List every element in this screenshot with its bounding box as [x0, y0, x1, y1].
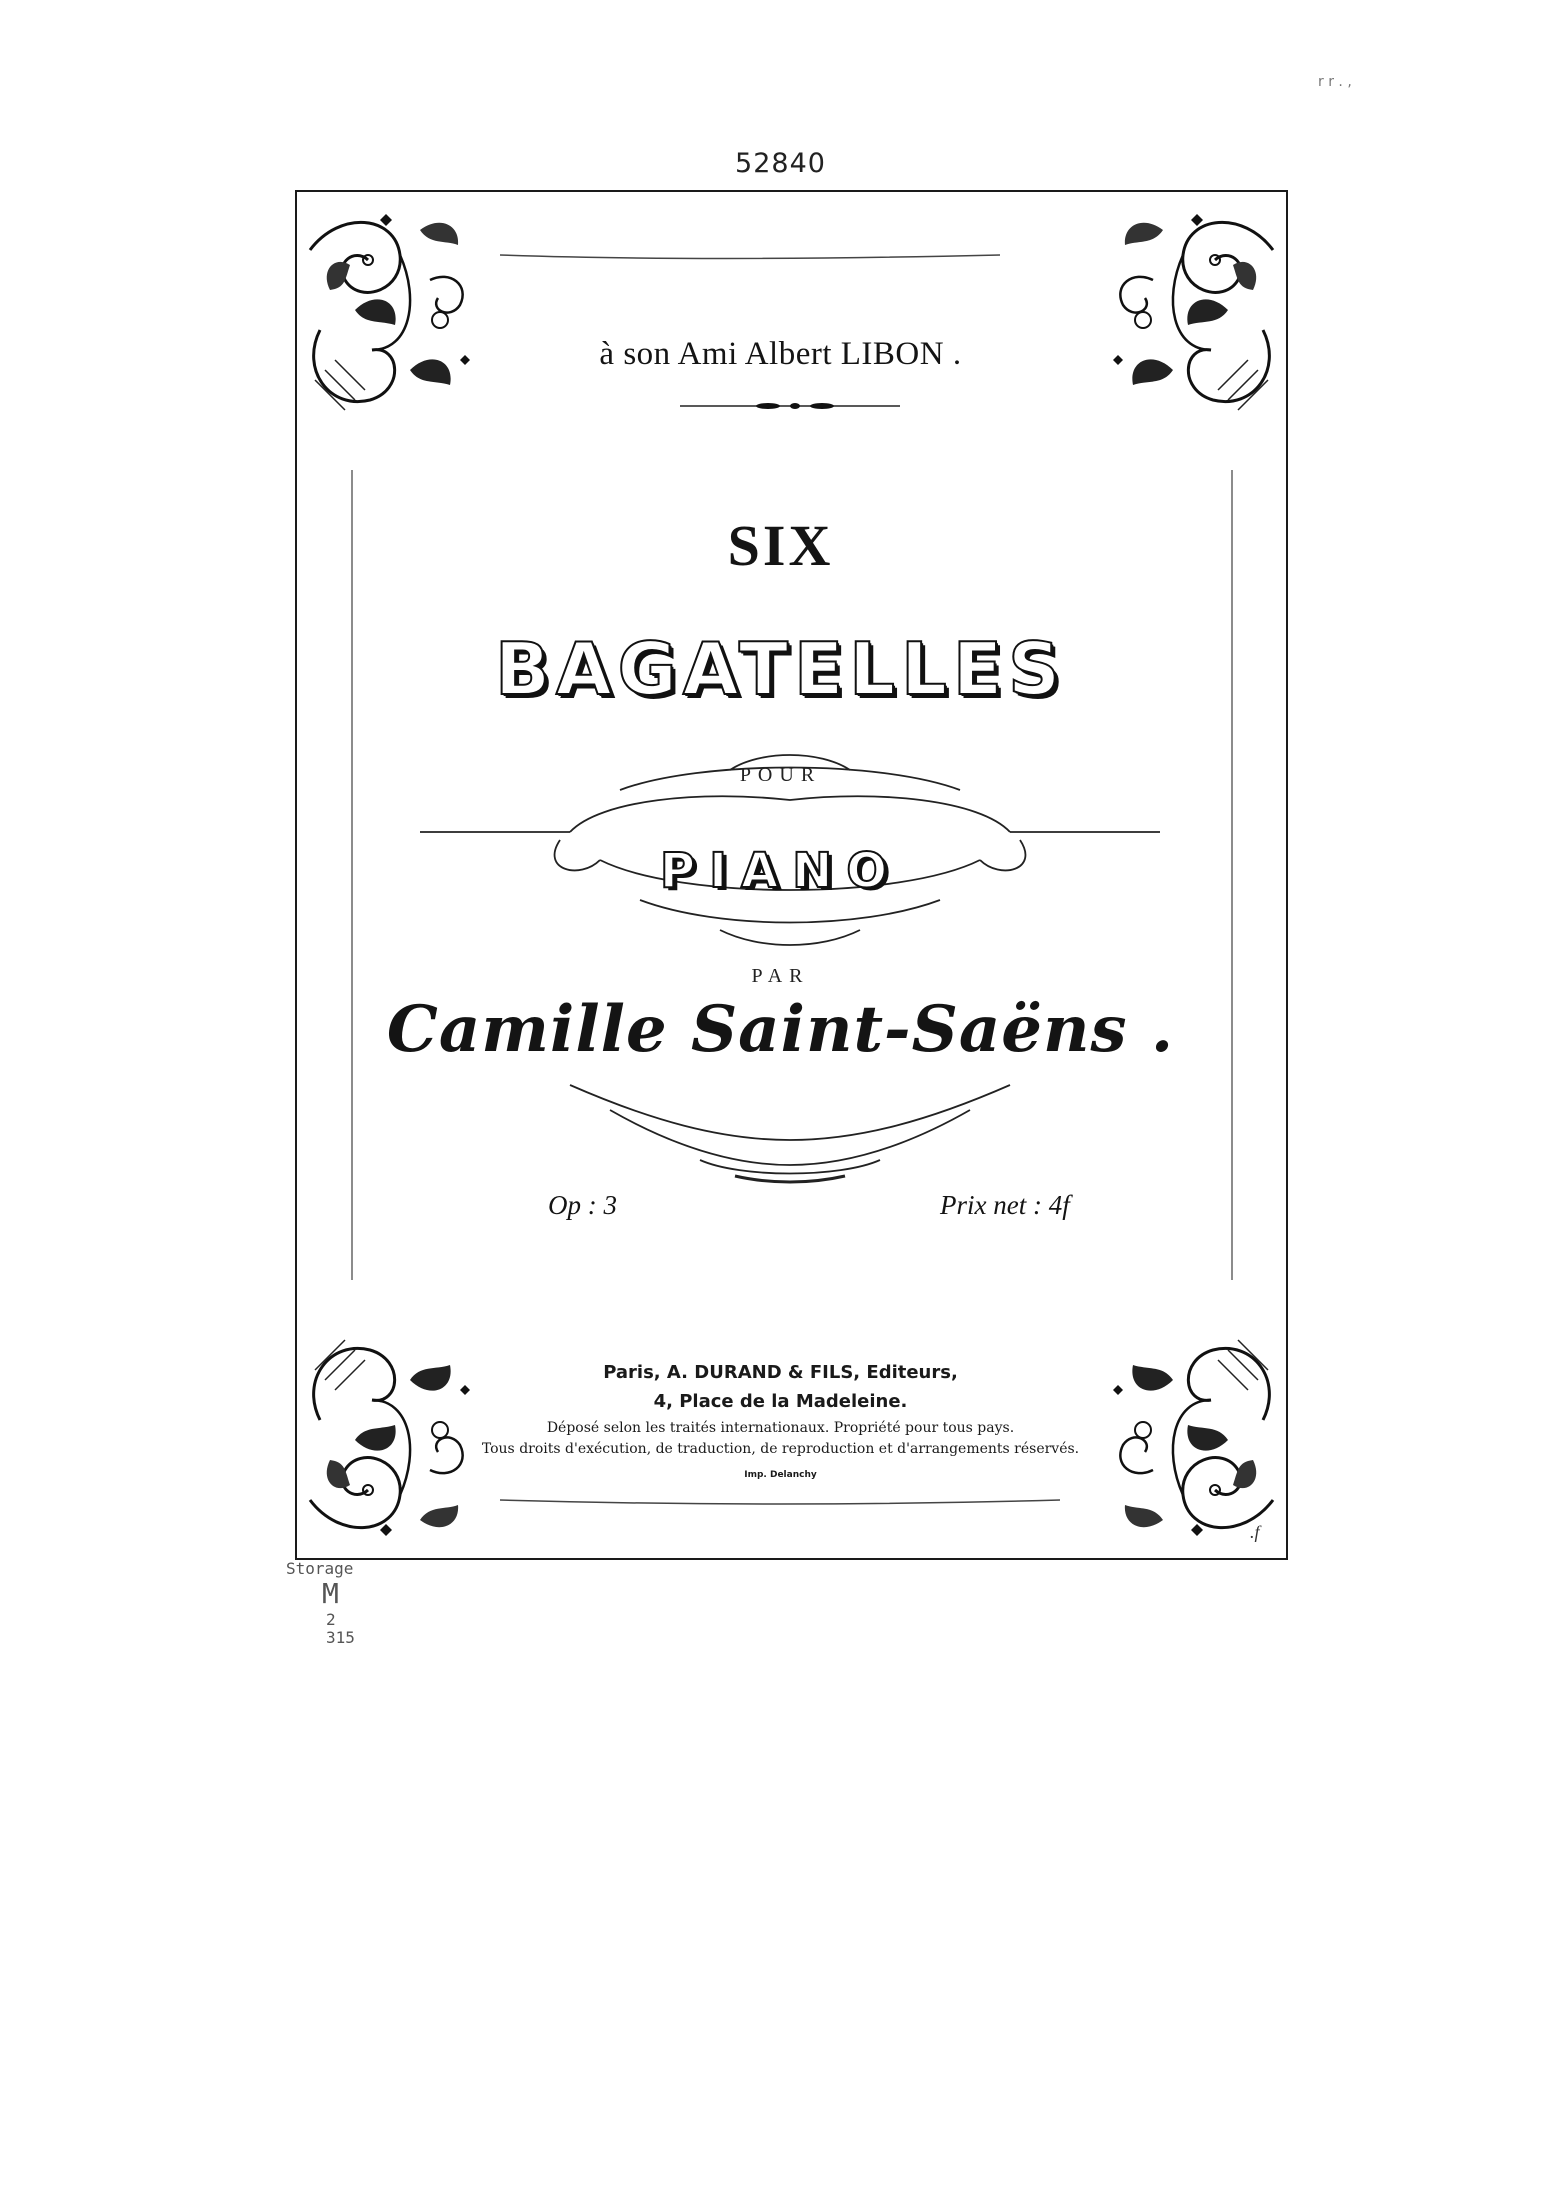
title-number: SIX — [727, 513, 834, 578]
composer-name: Camille Saint-Saëns . — [386, 992, 1175, 1067]
margin-mark: .f — [1250, 1522, 1260, 1542]
copyright-notice: Déposé selon les traités internationaux. Propriété pour tous pays. — [546, 1420, 1015, 1436]
publisher-name: Paris, A. DURAND & FILS, Editeurs, — [603, 1362, 958, 1383]
catalog-number: 52840 — [735, 148, 826, 179]
stamp-storage: Storage — [286, 1559, 354, 1578]
opus-number: Op : 3 — [548, 1190, 617, 1220]
stamp-line4: 315 — [326, 1627, 355, 1647]
stamp-line3: 2 — [326, 1609, 336, 1629]
library-stamp — [286, 1560, 406, 1647]
work-title: BAGATELLES — [495, 627, 1066, 711]
stamp-letter: M — [322, 1577, 339, 1611]
dedication: à son Ami Albert LIBON . — [599, 336, 962, 372]
dedication-rule — [680, 403, 900, 409]
printer-credit: Imp. Delanchy — [744, 1470, 817, 1480]
par-label: PAR — [751, 965, 810, 987]
price: Prix net : 4f — [940, 1190, 1070, 1220]
instrument-title: PIANO — [659, 843, 902, 899]
rights-notice: Tous droits d'exécution, de traduction, de reproduction et d'arrangements réservés. — [481, 1441, 1080, 1457]
composer-flourish — [570, 1085, 1010, 1182]
pour-label: POUR — [739, 764, 822, 786]
ornament-top-right — [1113, 214, 1273, 410]
ornament-top-left — [310, 214, 470, 410]
corner-scribble: r r . , — [1318, 74, 1352, 90]
publisher-address: 4, Place de la Madeleine. — [653, 1391, 908, 1412]
